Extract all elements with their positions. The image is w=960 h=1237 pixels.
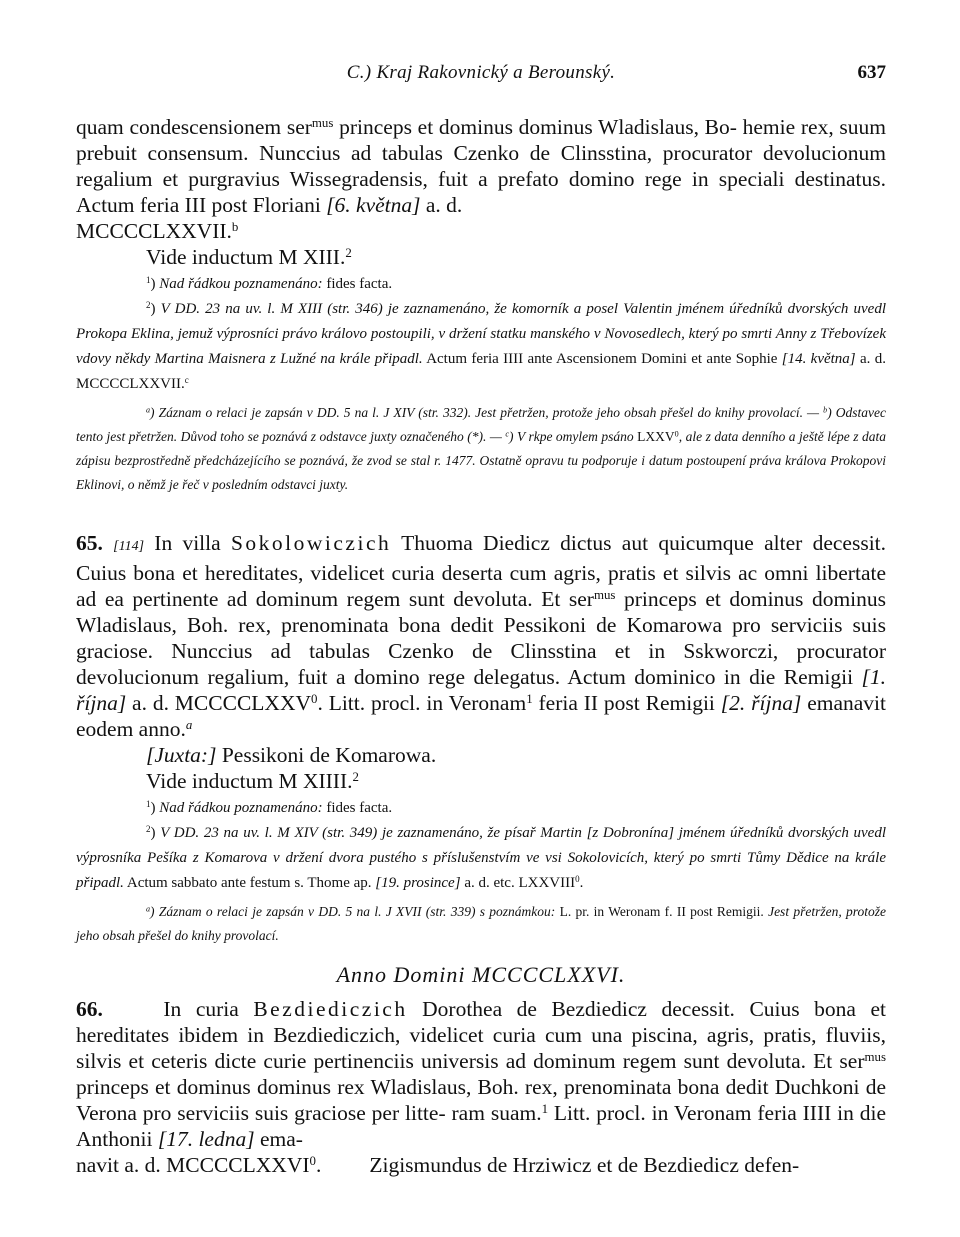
place-name: Sokolowiczich	[230, 531, 392, 555]
text: ema-	[254, 1127, 303, 1151]
date-bracket: [1. října]	[76, 665, 886, 715]
text: sunt devoluta. Et ser	[683, 1049, 865, 1073]
date-bracket: [14. května]	[781, 351, 856, 367]
superscript: 1	[541, 1101, 549, 1116]
text: Litt. procl. in Veronam feria IIII in die Anthonii	[76, 1101, 887, 1151]
text: fides facta.	[322, 276, 393, 292]
superscript: mus	[593, 587, 616, 602]
page-number: 637	[857, 62, 886, 83]
text: rege delegatus. Actum dominico in die Remigii	[428, 665, 862, 689]
text: Dorothea de Bezdiedicz decessit. Cuius bona	[407, 997, 856, 1021]
text: a. d. MCCCCLXXVII.	[76, 351, 886, 392]
place-name: Bezdiediczich	[253, 997, 408, 1021]
superscript: 2	[352, 769, 359, 784]
text: princeps et dominus dominus rex Wladislaus, Boh. rex,	[76, 1075, 558, 1099]
date-bracket: [17. ledna]	[157, 1127, 255, 1151]
text: .	[317, 691, 323, 715]
superscript: mus	[864, 1049, 886, 1064]
superscript: 1	[526, 691, 533, 706]
text: princeps et dominus dominus Wladislaus, Boh. rex, prenominata bona dedit	[76, 587, 887, 637]
footnote-2: $^2$) V DD. 23 na uv. l. M XIII (str. 346) je zaznamenáno, že komorník a posel Valentin jménem úředníků dvorských uvedl Prokopa Eklina, jemuž výprosníci právo královo postoupili, v držení statku manského v Novosedlech, který po smrti Anny z Třebovízek vdovy někdy Martina Maisnera z Lužné na krále připadl. Actum feria IIII ante Ascensionem Domini et ante Sophie [14. května] a. d. MCCCCLXXVII.$^c$	[76, 300, 886, 392]
text: L. pr. in Weronam f. II post Remigii.	[555, 904, 769, 919]
entry-66	[76, 996, 886, 1178]
footnote-mark: a	[146, 405, 151, 415]
text: .	[579, 875, 584, 891]
superscript: 0	[309, 1153, 316, 1168]
juxta-label: [Juxta:]	[146, 743, 217, 767]
text: V DD. 23 na uv. l. M XIII (str. 346) je zaznamenáno, že komorník a posel Valentin jménem úředníků dvorských uvedl Prokopa Eklina, jemuž výprosníci právo královo postoupili, v držení statku manského v Novosedlech, který po smrti Anny z Třebovízek vdovy někdy Martina Maisnera z Lužné na krále připadl.	[76, 301, 886, 367]
text: ser	[568, 587, 594, 611]
text: emanavit eodem anno.	[76, 691, 886, 741]
text: Thuoma Diedicz dictus aut quicumque alter	[391, 531, 803, 555]
superscript: a	[185, 717, 193, 732]
running-header	[76, 62, 886, 88]
text: et silvis ac omni libertate ad ea pertinente ad dominum regem sunt devoluta. Et	[76, 561, 886, 611]
text: Odstavec tento jest přetržen. Důvod toho se poznává z odstavce juxty označeného (*). —	[76, 405, 886, 444]
entry-64-continuation	[76, 114, 886, 497]
footnote-mark: b	[823, 405, 828, 415]
text: MCCCCLXXVII.	[76, 219, 232, 243]
text: navit a. d. MCCCCLXXVI	[76, 1153, 310, 1177]
date-bracket: [2. října]	[720, 691, 802, 715]
text: In villa	[144, 531, 231, 555]
text: et hereditates ibidem in Bezdiediczich, videlicet curia cum una piscina, agris,	[76, 997, 886, 1047]
footnote-mark: 2	[146, 300, 151, 311]
text: Jest přetržen, protože jeho obsah přešel do knihy provolací.	[76, 904, 887, 943]
superscript: mus	[311, 115, 334, 130]
superscript: 0	[575, 874, 580, 885]
text: domino rege in speciali destinatus. Actum feria III post Floriani	[76, 167, 886, 217]
text: LXXV	[637, 429, 675, 444]
text: ram suam.	[451, 1101, 542, 1125]
text: quam condescensionem ser	[76, 115, 312, 139]
text: Zigismundus de Hrziwicz et de Bezdiedicz defen-	[369, 1153, 800, 1177]
footnote-a: $^a$) Záznam o relaci je zapsán v DD. 5 na l. J XVII (str. 339) s poznámkou: L. pr. in Weronam f. II post Remigii. Jest přetržen, protože jeho obsah přešel do knihy provolací.	[76, 904, 887, 943]
footnote-mark: a	[146, 904, 151, 914]
text: .	[315, 1153, 322, 1177]
footnote-1: $^1$) Nad řádkou poznamenáno: fides facta.	[146, 275, 393, 292]
entry-number: 66.	[76, 997, 103, 1021]
paragraph	[76, 530, 886, 742]
paragraph	[76, 114, 886, 244]
footnote-letters: $^a$) Záznam o relaci je zapsán v DD. 5 na l. J XIV (str. 332). Jest přetržen, protože jeho obsah přešel do knihy provolací. — $^b$) Odstavec tento jest přetržen. Důvod toho se poznává z odstavce juxty označeného (*). — $^c$) V rkpe omylem psáno LXXV$^0$, ale z data denního a ještě lépe z data zápisu bezprostředně předcházejícího se poznává, že zvod se stal r. 1477. Ostatně opravu tu podporuje i datum postoupení práva králova Prokopovi Eklinovi, o němž je řeč v posledním odstavci juxty.	[76, 405, 887, 492]
footnote-1: $^1$) Nad řádkou poznamenáno: fides facta.	[146, 799, 393, 816]
paragraph	[76, 996, 886, 1178]
text: Actum sabbato ante festum s. Thome ap.	[123, 875, 376, 891]
text: procurator devolucionum regalium et purgravius Wissegradensis, fuit a prefato	[76, 141, 886, 191]
text: V rkpe omylem psáno	[516, 429, 638, 444]
footnote-mark: 2	[146, 824, 151, 835]
text: Pessikoni de Komarowa.	[216, 743, 437, 767]
text: Litt. procl. in Veronam	[328, 691, 527, 715]
text: prenominata bona dedit Duchkoni de Verona pro serviciis suis graciose per litte-	[76, 1075, 887, 1125]
footnote-mark: 1	[146, 275, 151, 286]
superscript: c	[184, 375, 189, 386]
footnote-2: $^2$) V DD. 23 na uv. l. M XIV (str. 349) je zaznamenáno, že písař Martin [z Dobronína] jménem úředníků dvorských uvedl výprosníka Pešíka z Komarova v držení dvora pustého s příslušenstvím ve vsi Sokolovicích, který po smrti Tůmy Dědice na krále připadl. Actum sabbato ante festum s. Thome ap. [19. prosince] a. d. etc. LXXVIII$^0$.	[76, 824, 887, 891]
text: Vide inductum M XIII.	[146, 245, 346, 269]
entry-number: 65.	[76, 531, 103, 555]
text: Pessikoni de Komarowa pro serviciis suis graciose. Nunccius ad tabulas Czenko	[76, 613, 886, 663]
text: , ale z data denního a ještě lépe z data zápisu bezprostředně předcházejícího se poznává, že zvod se stal r. 1477. Ostatně opravu tu podporuje i datum postoupení práva králova Prokopovi Eklinovi, o němž je řeč v posledním odstavci juxty.	[76, 429, 887, 492]
superscript: b	[231, 219, 239, 234]
vide-line	[76, 244, 886, 270]
superscript: 2	[345, 245, 352, 260]
text: a. d. etc. LXXVIII	[460, 875, 576, 891]
text: a. d.	[420, 193, 463, 217]
date-bracket: [6. května]	[326, 193, 421, 217]
text: de Clinsstina et in Sskworczi, procurator devolucionum regalium, fuit a domino	[76, 639, 887, 689]
text: Nad řádkou poznamenáno:	[159, 276, 323, 292]
text: In curia	[148, 997, 254, 1021]
juxta-line	[76, 742, 886, 768]
text: Záznam o relaci je zapsán v DD. 5 na l. J XVII (str. 339) s poznámkou:	[158, 904, 556, 919]
footnote-mark: c	[505, 429, 509, 439]
text: feria II post Remigii	[532, 691, 721, 715]
date-bracket: [19. prosince]	[375, 875, 461, 891]
superscript: 0	[311, 691, 318, 706]
folio-reference: [114]	[113, 539, 145, 554]
text: Záznam o relaci je zapsán v DD. 5 na l. J XIV (str. 332). Jest přetržen, protože jeho obsah přešel do knihy provolací. —	[158, 405, 824, 420]
text: princeps et dominus dominus Wladislaus, Bo-	[333, 115, 737, 139]
text: V DD. 23 na uv. l. M XIV (str. 349) je zaznamenáno, že písař Martin [z Dobronína] jménem úředníků dvorských uvedl výprosníka Pešíka z Komarova v držení dvora pustého s příslušenstvím ve vsi Sokolovicích, který po smrti Tůmy Dědice na krále připadl.	[76, 825, 887, 891]
text: hemie rex, suum prebuit consensum. Nunccius ad tabulas Czenko de Clinsstina,	[76, 115, 887, 165]
vide-line	[76, 768, 886, 794]
entry-65	[76, 530, 886, 948]
footnote-mark: 1	[146, 799, 151, 810]
year-heading: Anno Domini MCCCCLXXVI.	[336, 962, 626, 987]
text: fides facta.	[322, 800, 393, 816]
text: Actum feria IIII ante Ascensionem Domini et ante Sophie	[422, 351, 782, 367]
text: Nad řádkou poznamenáno:	[159, 800, 323, 816]
superscript: 0	[674, 429, 679, 439]
text: pratis, fluviis, silvis et ceteris dicte curie pertinenciis universis ad dominum regem	[76, 1023, 887, 1073]
text: decessit. Cuius bona et hereditates, videlicet curia deserta cum agris, pratis	[76, 531, 887, 585]
text: Vide inductum M XIIII.	[146, 769, 353, 793]
running-title: C.) Kraj Rakovnický a Berounský.	[346, 62, 616, 83]
text: a. d. MCCCCLXXV	[126, 691, 311, 715]
